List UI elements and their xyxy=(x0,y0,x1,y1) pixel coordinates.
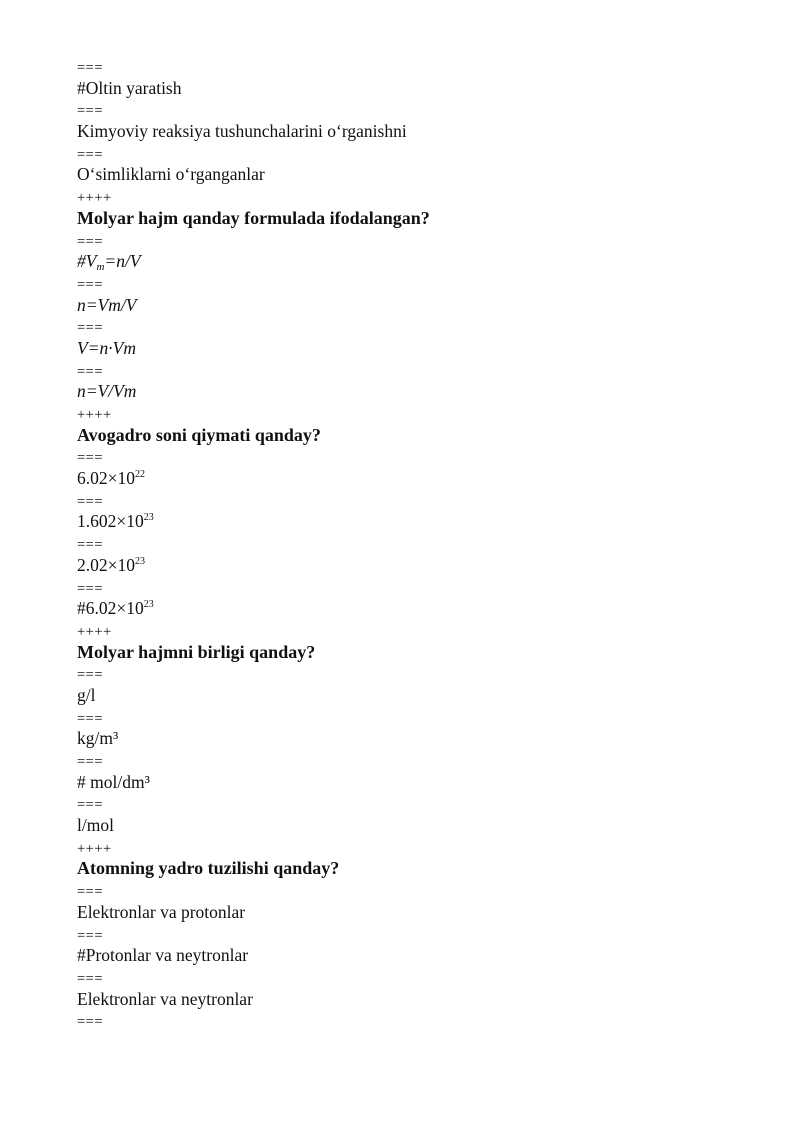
option-separator: === xyxy=(77,146,104,163)
question-separator: ++++ xyxy=(77,190,112,207)
answer-option-formula xyxy=(77,251,757,273)
option-separator: === xyxy=(77,667,104,684)
number-exponent: 22 xyxy=(135,469,145,481)
formula-main: n=Vm/V xyxy=(77,294,137,315)
answer-option-formula xyxy=(77,338,757,360)
answer-option: Kimyoviy reaksiya tushunchalarini o‘rganishni xyxy=(77,121,407,142)
answer-option-number xyxy=(77,555,757,577)
number-base: 1.602×10 xyxy=(77,511,144,532)
answer-option-number xyxy=(77,511,757,533)
number-exponent: 23 xyxy=(143,599,154,611)
document-page xyxy=(77,56,757,1032)
number-exponent: 23 xyxy=(143,512,154,524)
number-base: 6.02×10 xyxy=(77,468,135,489)
option-separator: === xyxy=(77,276,104,293)
formula-main: V=n·Vm xyxy=(77,337,136,358)
answer-option: l/mol xyxy=(77,815,114,836)
option-separator: === xyxy=(77,537,104,554)
answer-option-number xyxy=(77,468,757,490)
option-separator: === xyxy=(77,927,104,944)
option-separator: === xyxy=(77,710,104,727)
option-separator: === xyxy=(77,103,104,120)
answer-option-formula xyxy=(77,295,757,317)
question-separator: ++++ xyxy=(77,840,112,857)
option-separator: === xyxy=(77,754,104,770)
question-separator: ++++ xyxy=(77,407,112,423)
option-separator: === xyxy=(77,884,104,901)
option-separator: === xyxy=(77,970,104,987)
answer-option: g/l xyxy=(77,684,96,705)
formula-main: n=V/Vm xyxy=(77,381,137,402)
formula-main: #V xyxy=(77,251,97,272)
answer-option-number xyxy=(77,598,757,620)
number-base: #6.02×10 xyxy=(77,598,144,619)
question-text: Avogadro soni qiymati qanday? xyxy=(77,424,321,445)
option-separator: === xyxy=(77,233,104,250)
number-exponent: 23 xyxy=(135,555,145,567)
answer-option: #Protonlar va neytronlar xyxy=(77,945,249,966)
answer-option-formula xyxy=(77,381,757,403)
formula-subscript: m xyxy=(96,261,105,274)
option-separator: === xyxy=(77,797,104,814)
option-separator: === xyxy=(77,580,104,597)
question-text: Atomning yadro tuzilishi qanday? xyxy=(77,858,340,879)
option-separator: === xyxy=(77,60,104,76)
answer-option: # mol/dm³ xyxy=(77,771,150,792)
answer-option: #Oltin yaratish xyxy=(77,77,182,98)
option-separator: === xyxy=(77,320,104,337)
number-base: 2.02×10 xyxy=(77,554,135,575)
option-separator: === xyxy=(77,450,104,467)
option-separator: === xyxy=(77,493,104,510)
option-separator: === xyxy=(77,1014,104,1031)
question-separator: ++++ xyxy=(77,623,112,640)
formula-rest: =n/V xyxy=(104,251,141,272)
answer-option: Elektronlar va neytronlar xyxy=(77,988,253,1009)
option-separator: === xyxy=(77,363,104,380)
answer-option: kg/m³ xyxy=(77,728,119,749)
question-text: Molyar hajmni birligi qanday? xyxy=(77,641,316,662)
answer-option: O‘simliklarni o‘rganganlar xyxy=(77,164,265,185)
answer-option: Elektronlar va protonlar xyxy=(77,901,246,922)
question-text: Molyar hajm qanday formulada ifodalangan? xyxy=(77,207,430,228)
